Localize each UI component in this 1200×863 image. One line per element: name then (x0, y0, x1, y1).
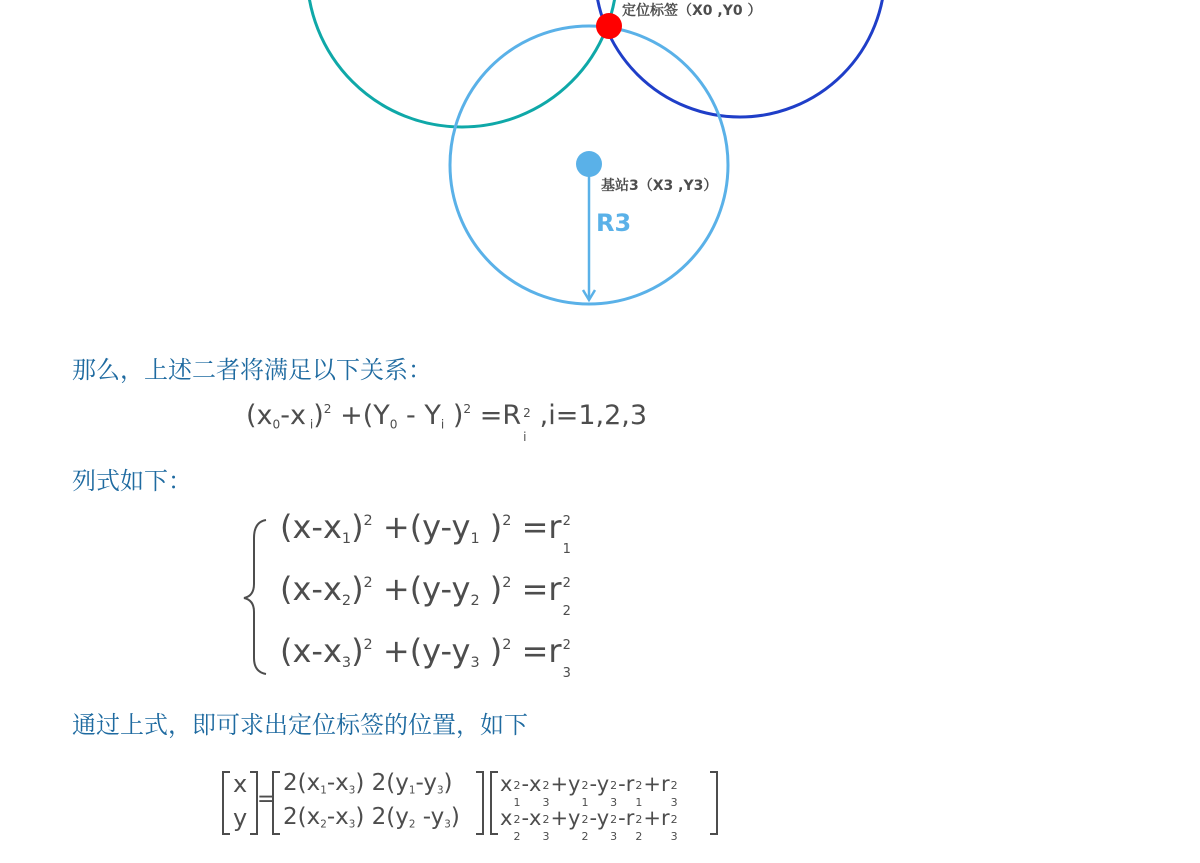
rhs-row-1: x 2 1 -x 2 3 +y 2 1 -y 2 3 -r 2 1 +r 2 3 (500, 772, 678, 809)
system-equation-1: $(x-x_1)^2 +(y-y_1$ )$^2$ =r 2 1 (280, 508, 571, 557)
heading-solution: 通过上式，即可求出定位标签的位置，如下 (72, 711, 528, 739)
vector-x: x (233, 770, 248, 798)
distance-equation: ($x_0-x$ $_i)^2 +(Y_0 - Y_i$ )$^2$ =R 2 i ,i=1,2,3 (246, 400, 648, 444)
radius-label: R3 (596, 209, 632, 237)
system-equation-3: $(x-x_3)^2 +(y-y_3$ )$^2$ =r 2 3 (280, 632, 571, 681)
station-3-label: 基站3（X3 ,Y3） (601, 178, 718, 194)
system-equation-2: $(x-x_2)^2 +(y-y_2$ )$^2$ =r 2 2 (280, 570, 571, 619)
distance-equation-tail: ,i=1,2,3 (531, 400, 648, 431)
vector-y: y (233, 804, 248, 832)
matrix-row-1: $2(x_1-x_3)$ $2(y_1-y_3)$ (283, 770, 453, 797)
tag-label: 定位标签（X0 ,Y0 ） (622, 3, 762, 19)
matrix-row-2: $2(x_2-x_3)$ $2(y_2$ $-y_3$) (283, 804, 460, 831)
rhs-row-2: x 2 2 -x 2 3 +y 2 2 -y 2 3 -r 2 2 +r 2 3 (500, 806, 678, 843)
heading-system: 列式如下： (72, 467, 192, 495)
heading-relation: 那么，上述二者将满足以下关系： (72, 356, 432, 384)
equals-sign: = (257, 787, 276, 812)
